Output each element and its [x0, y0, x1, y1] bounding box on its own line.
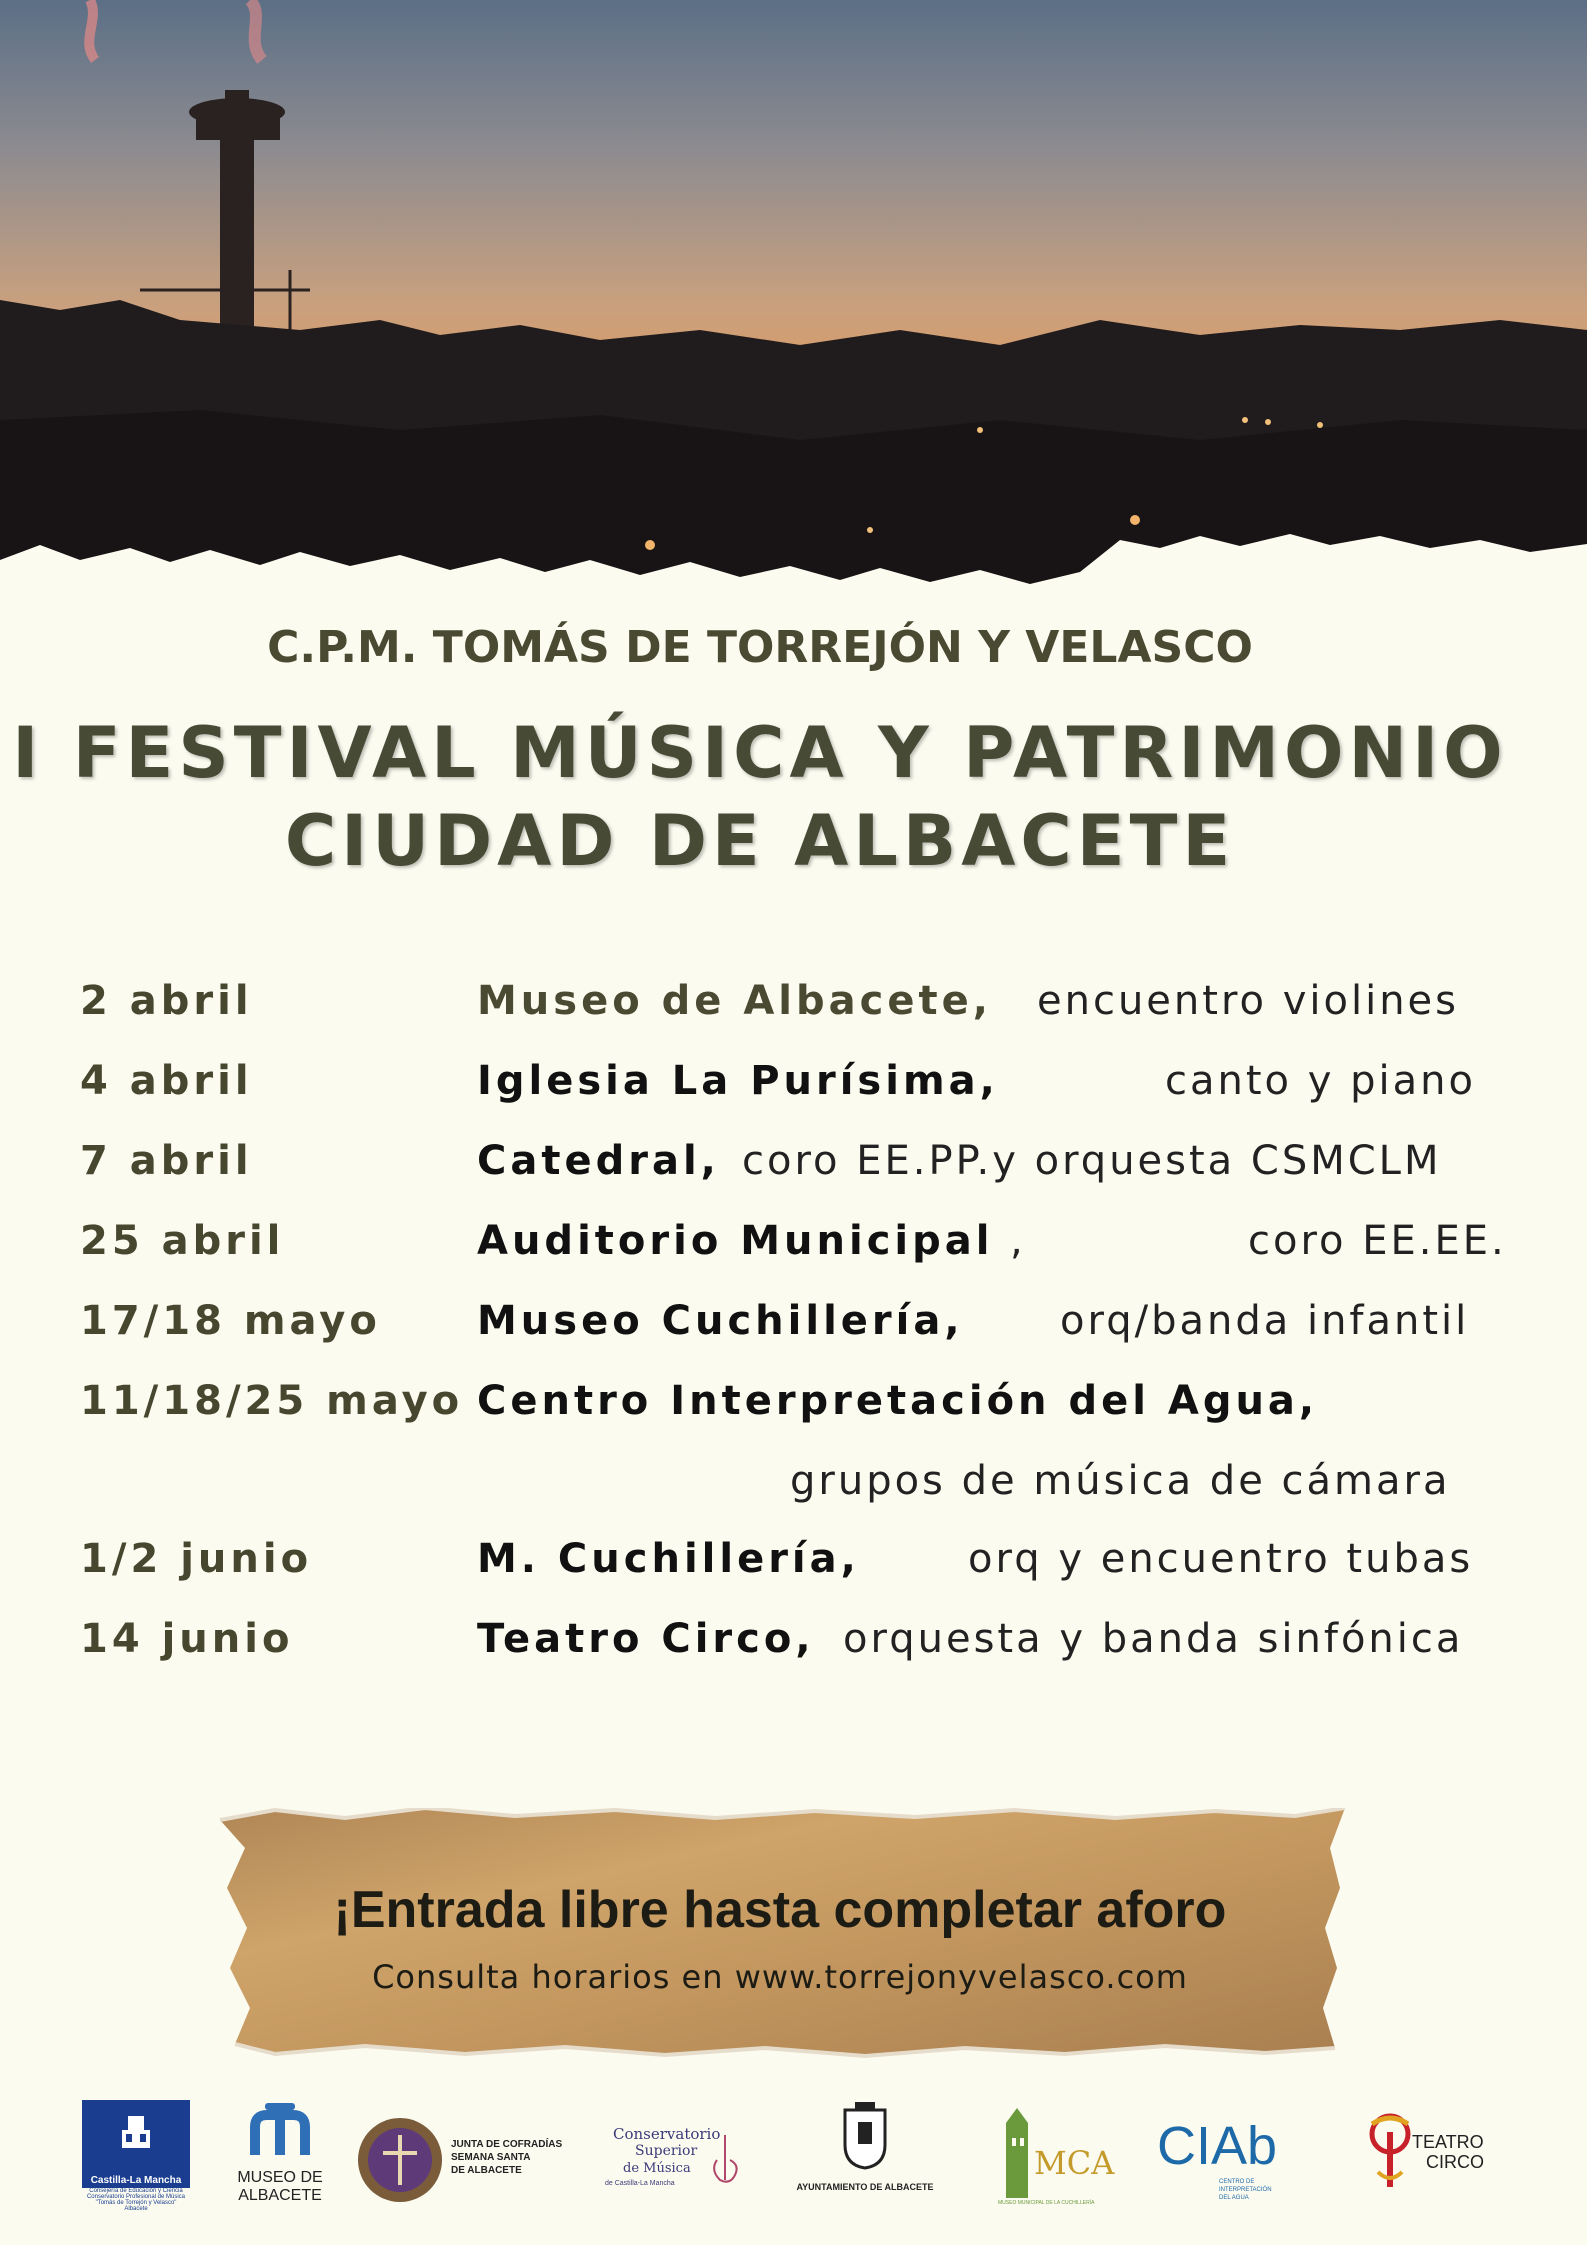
schedule-venue: Centro Interpretación del Agua, [477, 1378, 1319, 1424]
cons-line1: Conservatorio [613, 2125, 721, 2143]
festival-title-line2: CIUDAD DE ALBACETE [284, 800, 1236, 882]
junta-cofradias-logo [355, 2115, 565, 2205]
violin-icon [705, 2130, 745, 2190]
teatro-circo-emblem-icon [1360, 2112, 1420, 2192]
schedule-description: grupos de música de cámara [790, 1458, 1451, 1504]
junta-line2: SEMANA SANTA [451, 2152, 531, 2163]
teatro-line2: CIRCO [1426, 2152, 1484, 2172]
schedule-description: orq/banda infantil [1060, 1298, 1470, 1344]
ayuntamiento-name: AYUNTAMIENTO DE ALBACETE [796, 2182, 934, 2192]
teatro-circo-logo [1360, 2112, 1500, 2212]
schedule-description: coro EE.PP.y orquesta CSMCLM [742, 1138, 1442, 1184]
clm-subtitle-1: Consejería de Educación y Ciencia [89, 2188, 183, 2194]
schedule-date: 25 abril [80, 1218, 285, 1264]
schedule-description: orq y encuentro tubas [968, 1536, 1474, 1582]
mca-logo [998, 2108, 1115, 2218]
schedule-venue: Teatro Circo, [477, 1616, 815, 1662]
ciab-sub1: CENTRO DE [1219, 2179, 1255, 2185]
schedule-date: 2 abril [80, 978, 253, 1024]
schedule-row [0, 1378, 1587, 1504]
schedule-description: coro EE.EE. [1248, 1218, 1507, 1264]
ciab-text: CIAb [1157, 2116, 1278, 2176]
schedule-row [0, 1616, 1587, 1686]
mca-subtitle: MUSEO MUNICIPAL DE LA CUCHILLERÍA [998, 2200, 1095, 2206]
schedule-description: orquesta y banda sinfónica [843, 1616, 1464, 1662]
cons-line4: de Castilla-La Mancha [605, 2180, 675, 2187]
entry-banner [215, 1808, 1345, 2058]
ayuntamiento-logo [795, 2100, 935, 2220]
castilla-la-mancha-logo [82, 2100, 190, 2230]
schedule-venue: Catedral, [477, 1138, 720, 1184]
ciab-sub3: DEL AGUA [1219, 2195, 1249, 2201]
schedule-row [0, 1218, 1587, 1288]
schedule-date: 4 abril [80, 1058, 253, 1104]
schedule-row [0, 1058, 1587, 1128]
header-photo [0, 0, 1587, 610]
schedule-date: 7 abril [80, 1138, 253, 1184]
cons-line2: Superior [635, 2143, 698, 2159]
schedule-description: canto y piano [1165, 1058, 1476, 1104]
free-entry-text: ¡Entrada libre hasta completar aforo [333, 1881, 1227, 1939]
cathedral-icon [998, 2108, 1038, 2203]
junta-line1: JUNTA DE COFRADÍAS [451, 2139, 563, 2150]
clm-subtitle-3: "Tomás de Torrejón y Velasco" [95, 2200, 177, 2206]
schedule-venue: Museo de Albacete, [477, 978, 992, 1024]
clm-subtitle-2: Conservatorio Profesional de Música [86, 2194, 186, 2200]
schedule-date: 14 junio [80, 1616, 294, 1662]
ciab-sub2: INTERPRETACIÓN [1219, 2187, 1272, 2193]
cons-line3: de Música [623, 2161, 691, 2176]
schedule-venue: Auditorio Municipal [477, 1218, 994, 1264]
schedule-venue-comma: , [1010, 1218, 1026, 1264]
mca-text: MCA [1034, 2144, 1115, 2182]
museo-line1: MUSEO DE [237, 2169, 323, 2186]
schedule-venue: Iglesia La Purísima, [477, 1058, 999, 1104]
schedule-row [0, 1536, 1587, 1606]
festival-title-line1: I FESTIVAL MÚSICA Y PATRIMONIO [12, 712, 1508, 794]
schedule-description: encuentro violines [1037, 978, 1459, 1024]
teatro-line1: TEATRO [1412, 2132, 1484, 2152]
ayuntamiento-shield-icon [840, 2100, 890, 2170]
school-name: C.P.M. TOMÁS DE TORREJÓN Y VELASCO [267, 622, 1253, 673]
ciab-logo [1157, 2115, 1277, 2215]
schedule-date: 17/18 mayo [80, 1298, 381, 1344]
schedule-website-text: Consulta horarios en www.torrejonyvelasco.com [372, 1958, 1188, 1996]
clm-crest-icon [82, 2100, 190, 2170]
schedule-row [0, 1138, 1587, 1208]
schedule-row [0, 1298, 1587, 1368]
schedule-venue: Museo Cuchillería, [477, 1298, 964, 1344]
clm-name: Castilla-La Mancha [90, 2175, 182, 2186]
junta-line3: DE ALBACETE [451, 2165, 522, 2176]
schedule-row [0, 978, 1587, 1048]
museo-m-icon [235, 2095, 325, 2165]
schedule-date: 1/2 junio [80, 1536, 313, 1582]
cofradias-crest-icon [355, 2115, 445, 2205]
conservatorio-superior-logo [605, 2125, 745, 2205]
museo-albacete-logo [235, 2095, 325, 2235]
schedule-date: 11/18/25 mayo [80, 1378, 464, 1424]
museo-line2: ALBACETE [238, 2187, 322, 2204]
clm-subtitle-4: Albacete [124, 2206, 148, 2212]
schedule-venue: M. Cuchillería, [477, 1536, 860, 1582]
sponsor-logos [0, 2090, 1587, 2240]
